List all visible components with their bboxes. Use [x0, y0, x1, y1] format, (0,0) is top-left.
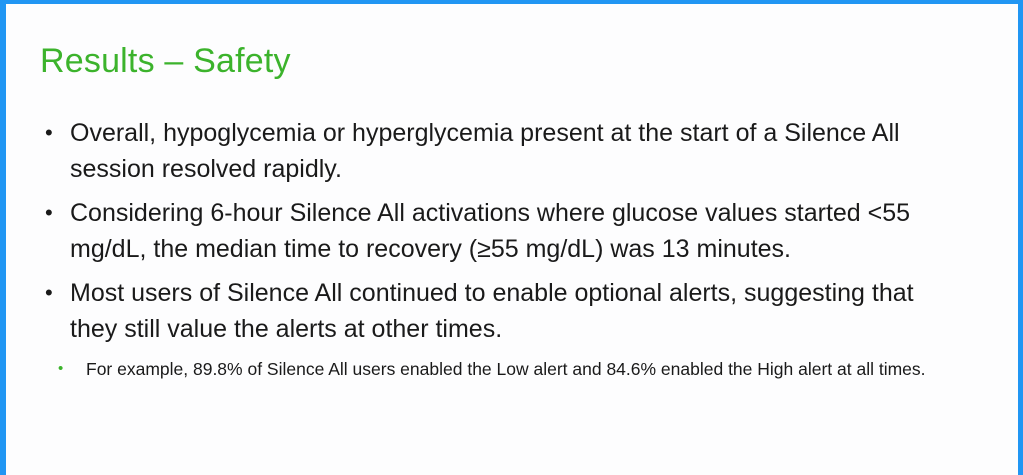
sub-bullet-text: For example, 89.8% of Silence All users enabled the Low alert and 84.6% enabled the High alert at all times. — [86, 359, 926, 379]
bullet-marker: • — [45, 200, 53, 225]
slide-title: Results – Safety — [40, 42, 291, 80]
bullet-marker: • — [45, 280, 53, 305]
bullet-item-1 — [45, 115, 1018, 187]
bullet-item-3 — [45, 275, 1018, 347]
sub-bullet-item-1 — [58, 355, 1018, 383]
bullet-text: Considering 6-hour Silence All activations where glucose values started <55 mg/dL, the median time to recovery (≥55 mg/dL) was 13 minutes. — [70, 199, 911, 263]
bullet-text: Most users of Silence All continued to enable optional alerts, suggesting that they still value the alerts at other times. — [70, 279, 914, 343]
bullet-text: Overall, hypoglycemia or hyperglycemia present at the start of a Silence All session resolved rapidly. — [70, 119, 900, 183]
sub-bullet-marker: • — [58, 360, 64, 377]
bullet-marker: • — [45, 120, 53, 145]
bullet-item-2 — [45, 195, 1018, 267]
bullet-list — [45, 115, 1018, 383]
